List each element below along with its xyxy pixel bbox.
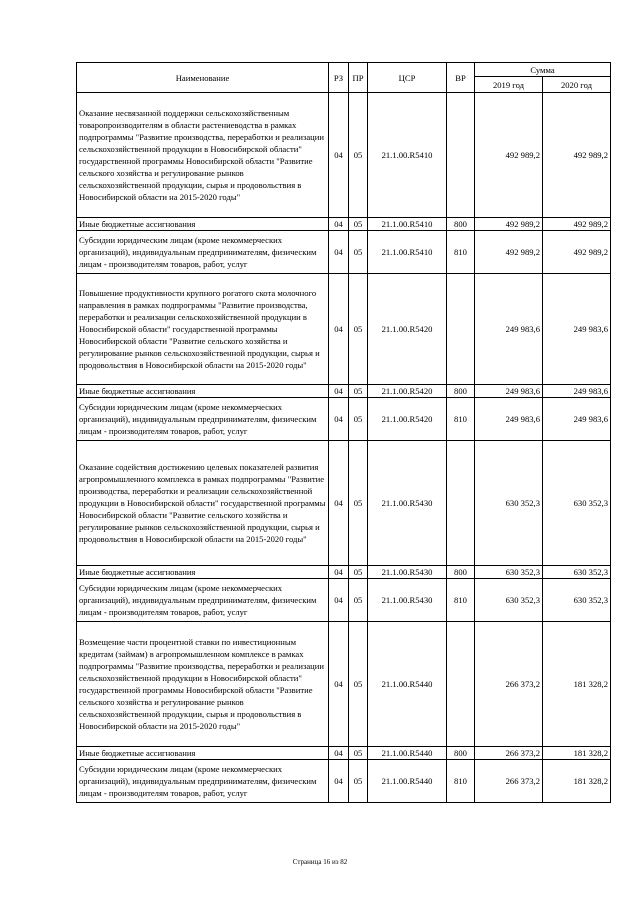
- row-name: Иные бюджетные ассигнования: [77, 218, 329, 231]
- table-row: [77, 579, 611, 622]
- row-rz: 04: [329, 579, 349, 622]
- row-rz: 04: [329, 93, 349, 218]
- row-pr: 05: [349, 231, 368, 274]
- table-row: [77, 231, 611, 274]
- row-2019: 630 352,3: [475, 579, 543, 622]
- row-vr: [447, 93, 475, 218]
- row-csr: 21.1.00.R5430: [368, 566, 447, 579]
- header-2019: 2019 год: [475, 77, 543, 93]
- row-csr: 21.1.00.R5430: [368, 441, 447, 566]
- row-2019: 492 989,2: [475, 218, 543, 231]
- table-row: [77, 760, 611, 803]
- row-csr: 21.1.00.R5420: [368, 385, 447, 398]
- row-pr: 05: [349, 441, 368, 566]
- row-name: Субсидии юридическим лицам (кроме некоммерческих организаций), индивидуальным предпринимателям, физическим лицам - производителям товаров, работ, услуг: [77, 231, 329, 274]
- row-2019: 266 373,2: [475, 622, 543, 747]
- row-rz: 04: [329, 231, 349, 274]
- row-csr: 21.1.00.R5440: [368, 760, 447, 803]
- row-pr: 05: [349, 385, 368, 398]
- row-rz: 04: [329, 566, 349, 579]
- table-row: [77, 398, 611, 441]
- row-2020: 630 352,3: [543, 441, 611, 566]
- budget-table: [76, 62, 611, 803]
- row-vr: [447, 274, 475, 385]
- row-pr: 05: [349, 622, 368, 747]
- table-row: [77, 385, 611, 398]
- table-row: [77, 566, 611, 579]
- row-csr: 21.1.00.R5410: [368, 231, 447, 274]
- row-2019: 249 983,6: [475, 398, 543, 441]
- row-vr: 800: [447, 385, 475, 398]
- row-name: Иные бюджетные ассигнования: [77, 747, 329, 760]
- row-csr: 21.1.00.R5410: [368, 93, 447, 218]
- row-pr: 05: [349, 218, 368, 231]
- table-row: [77, 218, 611, 231]
- row-name: Иные бюджетные ассигнования: [77, 566, 329, 579]
- row-csr: 21.1.00.R5440: [368, 622, 447, 747]
- row-2019: 266 373,2: [475, 760, 543, 803]
- header-vr: ВР: [447, 63, 475, 93]
- row-pr: 05: [349, 566, 368, 579]
- row-vr: 800: [447, 566, 475, 579]
- page-number: Страница 16 из 82: [292, 858, 348, 866]
- row-2020: 181 328,2: [543, 760, 611, 803]
- row-vr: 810: [447, 398, 475, 441]
- row-vr: 810: [447, 231, 475, 274]
- row-rz: 04: [329, 385, 349, 398]
- row-name: Субсидии юридическим лицам (кроме некоммерческих организаций), индивидуальным предпринимателям, физическим лицам - производителям товаров, работ, услуг: [77, 760, 329, 803]
- row-2019: 630 352,3: [475, 441, 543, 566]
- table-row: [77, 274, 611, 385]
- row-csr: 21.1.00.R5420: [368, 274, 447, 385]
- row-pr: 05: [349, 747, 368, 760]
- row-2020: 249 983,6: [543, 274, 611, 385]
- table-row: [77, 747, 611, 760]
- row-name: Возмещение части процентной ставки по инвестиционным кредитам (займам) в агропромышленном комплексе в рамках подпрограммы "Развитие производства, переработки и реализации сельскохозяйственной продукции в Новосибирской области" государственной программы Новосибирской области "Развитие сельского хозяйства и регулирование рынков сельскохозяйственной продукции, сырья и продовольствия в Новосибирской области на 2015-2020 годы": [77, 622, 329, 747]
- header-pr: ПР: [349, 63, 368, 93]
- row-2019: 492 989,2: [475, 93, 543, 218]
- header-2020: 2020 год: [543, 77, 611, 93]
- table-row: [77, 622, 611, 747]
- table-row: [77, 93, 611, 218]
- row-csr: 21.1.00.R5410: [368, 218, 447, 231]
- row-2020: 181 328,2: [543, 747, 611, 760]
- row-rz: 04: [329, 274, 349, 385]
- row-name: Оказание несвязанной поддержки сельскохозяйственным товаропроизводителям в области растениеводства в рамках подпрограммы "Развитие производства, переработки и реализации сельскохозяйственной продукции в Новосибирской области" государственной программы Новосибирской области "Развитие сельского хозяйства и регулирование рынков сельскохозяйственной продукции, сырья и продовольствия в Новосибирской области на 2015-2020 годы": [77, 93, 329, 218]
- row-pr: 05: [349, 760, 368, 803]
- row-vr: 800: [447, 747, 475, 760]
- row-2019: 266 373,2: [475, 747, 543, 760]
- row-rz: 04: [329, 760, 349, 803]
- row-rz: 04: [329, 398, 349, 441]
- row-name: Повышение продуктивности крупного рогатого скота молочного направления в рамках подпрограммы "Развитие производства, переработки и реализации сельскохозяйственной продукции в Новосибирской области" государственной программы Новосибирской области "Развитие сельского хозяйства и регулирование рынков сельскохозяйственной продукции, сырья и продовольствия в Новосибирской области на 2015-2020 годы": [77, 274, 329, 385]
- row-rz: 04: [329, 441, 349, 566]
- row-2019: 249 983,6: [475, 274, 543, 385]
- row-2019: 492 989,2: [475, 231, 543, 274]
- row-name: Иные бюджетные ассигнования: [77, 385, 329, 398]
- row-name: Субсидии юридическим лицам (кроме некоммерческих организаций), индивидуальным предпринимателям, физическим лицам - производителям товаров, работ, услуг: [77, 398, 329, 441]
- row-pr: 05: [349, 274, 368, 385]
- row-vr: 800: [447, 218, 475, 231]
- row-vr: 810: [447, 579, 475, 622]
- header-csr: ЦСР: [368, 63, 447, 93]
- row-csr: 21.1.00.R5420: [368, 398, 447, 441]
- header-rz: РЗ: [329, 63, 349, 93]
- row-csr: 21.1.00.R5440: [368, 747, 447, 760]
- row-vr: [447, 441, 475, 566]
- row-vr: [447, 622, 475, 747]
- row-2020: 249 983,6: [543, 385, 611, 398]
- header-sum: Сумма: [475, 63, 611, 77]
- row-2020: 492 989,2: [543, 231, 611, 274]
- row-2020: 492 989,2: [543, 93, 611, 218]
- row-2020: 630 352,3: [543, 579, 611, 622]
- row-name: Субсидии юридическим лицам (кроме некоммерческих организаций), индивидуальным предпринимателям, физическим лицам - производителям товаров, работ, услуг: [77, 579, 329, 622]
- row-rz: 04: [329, 747, 349, 760]
- row-name: Оказание содействия достижению целевых показателей развития агропромышленного комплекса в рамках подпрограммы "Развитие производства, переработки и реализации сельскохозяйственной продукции в Новосибирской области" государственной программы Новосибирской области "Развитие сельского хозяйства и регулирование рынков сельскохозяйственной продукции, сырья и продовольствия в Новосибирской области на 2015-2020 годы": [77, 441, 329, 566]
- row-vr: 810: [447, 760, 475, 803]
- row-2019: 249 983,6: [475, 385, 543, 398]
- row-2019: 630 352,3: [475, 566, 543, 579]
- row-2020: 181 328,2: [543, 622, 611, 747]
- row-pr: 05: [349, 579, 368, 622]
- row-rz: 04: [329, 218, 349, 231]
- row-2020: 492 989,2: [543, 218, 611, 231]
- row-2020: 249 983,6: [543, 398, 611, 441]
- header-name: Наименование: [77, 63, 329, 93]
- row-pr: 05: [349, 398, 368, 441]
- row-pr: 05: [349, 93, 368, 218]
- row-rz: 04: [329, 622, 349, 747]
- row-csr: 21.1.00.R5430: [368, 579, 447, 622]
- table-row: [77, 441, 611, 566]
- row-2020: 630 352,3: [543, 566, 611, 579]
